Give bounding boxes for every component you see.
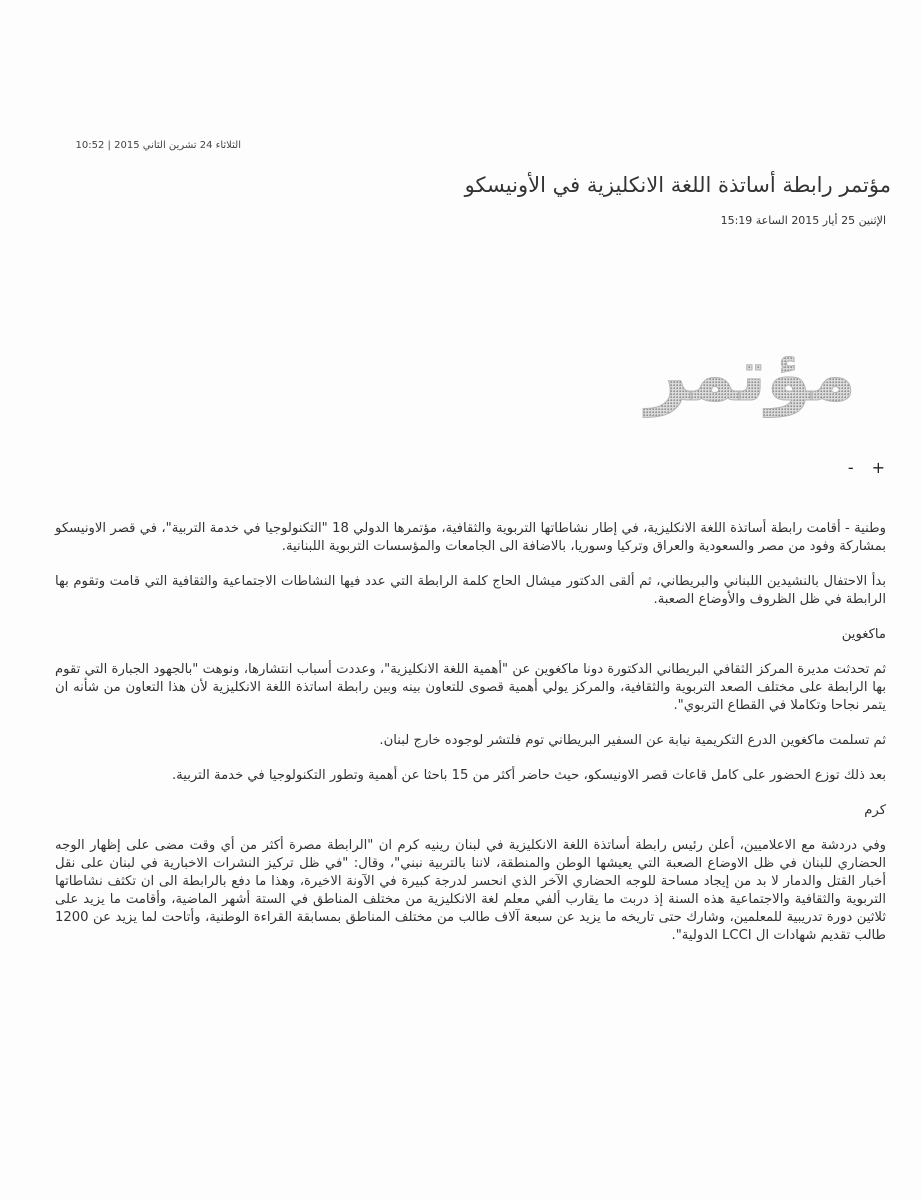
paragraph: ثم تسلمت ماكغوين الدرع التكريمية نيابة عن السفير البريطاني توم فلتشر لوجوده خارج لبنان.	[379, 733, 886, 748]
zoom-controls	[848, 458, 885, 477]
subheading: ماكغوين	[841, 627, 886, 642]
page-date: الثلاثاء 24 تشرين الثاني 2015 | 10:52	[75, 140, 241, 151]
paragraph: ثم تحدثت مديرة المركز الثقافي البريطاني الدكتورة دونا ماكغوين عن "أهمية اللغة الانكليزية"، وعددت أسباب انتشارها، ونوهت "بالجهود الجبارة التي تقوم بها الرابطة على مختلف الصعد التربوية والثقافية، والمركز يولي أهمية قصوى للتعاون بينه وبين رابطة اساتذة اللغة الانكليزية لأن هذا التعاون من شأنه ان يتمر نجاحا وتكاملا في القطاع التربوي".	[55, 662, 886, 713]
paragraph: بعد ذلك توزع الحضور على كامل قاعات قصر الاونيسكو، حيث حاضر أكثر من 15 باحثا عن أهمية وتطور التكنولوجيا في خدمة التربية.	[171, 768, 886, 783]
paragraph: بدأ الاحتفال بالنشيدين اللبناني والبريطاني، ثم ألقى الدكتور ميشال الحاج كلمة الرابطة التي عدد فيها النشاطات الاجتماعية والثقافية التي قامت وتقوم بها الرابطة في ظل الظروف والأوضاع الصعبة.	[55, 574, 886, 607]
image-text: مؤتمر	[646, 333, 856, 417]
article-body	[55, 520, 886, 962]
zoom-out-button[interactable]: -	[847, 458, 854, 477]
zoom-in-button[interactable]: +	[871, 458, 885, 477]
paragraph: وفي دردشة مع الاعلاميين، أعلن رئيس رابطة أساتذة اللغة الانكليزية في لبنان رينيه كرم ان "الرابطة مصرة أكثر من أي وقت مضى على إظهار الوجه الحضاري للبنان في ظل الاوضاع الصعبة التي يعيشها الوطن والمنطقة، لاننا بالتربية نبني"، وقال: "في ظل تركيز النشرات الاخبارية في لبنان على نقل أخبار القتل والدمار لا بد من إيجاد مساحة للوجه الحضاري الآخر الذي انحسر لدرجة كبيرة في الآونة الاخيرة، وهذا ما دفع بالرابطة الى ان تكثف نشاطاتها التربوية والثقافية والاجتماعية هذه السنة إذ دربت ما يقارب ألفي معلم لغة الانكليزية من مختلف المناطق في الستة أشهر الماضية، وأقامت ما يزيد على ثلاثين دورة تدريبية للمعلمين، وشارك حتى تاريخه ما يزيد عن سبعة آلاف طالب من مختلف المناطق بمسابقة القراءة الوطنية، وأتاحت لما يزيد عن 1200 طالب تقديم شهادات ال LCCI الدولية".	[55, 838, 886, 943]
article-title: مؤتمر رابطة أساتذة اللغة الانكليزية في الأونيسكو	[464, 173, 891, 197]
article-date: الإثنين 25 أيار 2015 الساعة 15:19	[720, 214, 886, 227]
subheading: كرم	[864, 803, 886, 818]
article-image	[601, 300, 881, 450]
paragraph: وطنية - أقامت رابطة أساتذة اللغة الانكليزية، في إطار نشاطاتها التربوية والثقافية، مؤتمرها الدولي 18 "التكنولوجيا في خدمة التربية"، في قصر الاونيسكو بمشاركة وفود من مصر والسعودية والعراق وتركيا وسوريا، بالاضافة الى الجامعات والمؤسسات التربوية اللبنانية.	[55, 521, 886, 554]
